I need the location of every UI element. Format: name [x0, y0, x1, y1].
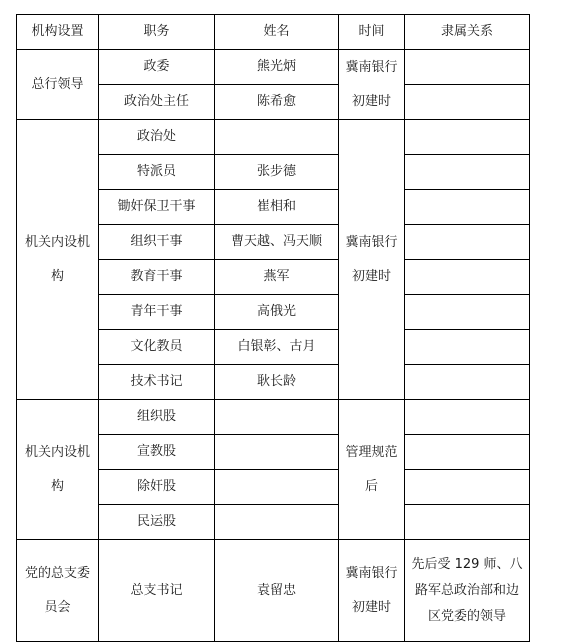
header-row — [17, 15, 530, 50]
time-cell — [339, 400, 405, 540]
relation-cell — [405, 295, 530, 330]
org-cell-line: 构 — [50, 268, 64, 284]
position-cell: 政委 — [99, 50, 215, 85]
name-cell: 袁留忠 — [215, 540, 339, 642]
position-cell: 宣教股 — [99, 435, 215, 470]
header-cell-relation: 隶属关系 — [405, 15, 530, 50]
name-cell — [215, 435, 339, 470]
position-cell: 技术书记 — [99, 365, 215, 400]
document-page — [16, 14, 530, 642]
position-cell: 政治处 — [99, 120, 215, 155]
time-cell-line: 初建时 — [351, 268, 391, 284]
relation-cell — [405, 120, 530, 155]
org-cell — [17, 50, 99, 120]
org-cell-line: 机关内设机 — [24, 444, 90, 460]
position-cell: 锄奸保卫干事 — [99, 190, 215, 225]
name-cell: 陈希愈 — [215, 85, 339, 120]
relation-cell — [405, 540, 530, 642]
name-cell: 耿长龄 — [215, 365, 339, 400]
name-cell: 熊光炳 — [215, 50, 339, 85]
organization-table — [16, 14, 530, 642]
relation-cell — [405, 330, 530, 365]
position-cell: 政治处主任 — [99, 85, 215, 120]
org-cell-line: 党的总支委 — [24, 565, 90, 581]
time-cell-line: 管理规范 — [345, 444, 398, 460]
relation-cell — [405, 365, 530, 400]
table-row — [17, 400, 530, 435]
time-cell — [339, 50, 405, 120]
name-cell: 燕军 — [215, 260, 339, 295]
relation-cell — [405, 85, 530, 120]
position-cell: 青年干事 — [99, 295, 215, 330]
org-cell-line: 总行领导 — [31, 76, 84, 92]
name-cell: 白银彰、古月 — [215, 330, 339, 365]
position-cell: 组织干事 — [99, 225, 215, 260]
name-cell: 张步德 — [215, 155, 339, 190]
table-body — [17, 50, 530, 642]
relation-cell — [405, 435, 530, 470]
relation-cell — [405, 505, 530, 540]
position-cell: 文化教员 — [99, 330, 215, 365]
org-cell — [17, 120, 99, 400]
header-cell-org: 机构设置 — [17, 15, 99, 50]
time-cell-line: 冀南银行 — [345, 234, 398, 250]
relation-cell — [405, 225, 530, 260]
time-cell-line: 初建时 — [351, 599, 391, 615]
table-row — [17, 120, 530, 155]
relation-cell — [405, 190, 530, 225]
name-cell: 高俄光 — [215, 295, 339, 330]
name-cell — [215, 400, 339, 435]
time-cell — [339, 120, 405, 400]
table-row — [17, 50, 530, 85]
relation-cell — [405, 50, 530, 85]
time-cell-line: 冀南银行 — [345, 565, 398, 581]
header-cell-position: 职务 — [99, 15, 215, 50]
relation-cell — [405, 400, 530, 435]
name-cell: 崔相和 — [215, 190, 339, 225]
org-cell-line: 机关内设机 — [24, 234, 90, 250]
table-row — [17, 540, 530, 642]
name-cell: 曹天越、冯天顺 — [215, 225, 339, 260]
org-cell — [17, 400, 99, 540]
relation-cell-line: 先后受 129 师、八 — [411, 556, 523, 572]
relation-cell — [405, 155, 530, 190]
org-cell-line: 构 — [50, 478, 64, 494]
relation-cell — [405, 470, 530, 505]
name-cell — [215, 470, 339, 505]
position-cell: 教育干事 — [99, 260, 215, 295]
time-cell-line: 初建时 — [351, 93, 391, 109]
header-cell-name: 姓名 — [215, 15, 339, 50]
position-cell: 组织股 — [99, 400, 215, 435]
header-cell-time: 时间 — [339, 15, 405, 50]
position-cell: 除奸股 — [99, 470, 215, 505]
relation-cell-line: 路军总政治部和边 — [414, 582, 519, 598]
position-cell: 特派员 — [99, 155, 215, 190]
time-cell-line: 冀南银行 — [345, 59, 398, 75]
relation-cell — [405, 260, 530, 295]
time-cell — [339, 540, 405, 642]
name-cell — [215, 120, 339, 155]
org-cell-line: 员会 — [44, 599, 71, 615]
org-cell — [17, 540, 99, 642]
position-cell: 总支书记 — [99, 540, 215, 642]
time-cell-line: 后 — [364, 478, 378, 494]
name-cell — [215, 505, 339, 540]
relation-cell-line: 区党委的领导 — [427, 608, 506, 624]
position-cell: 民运股 — [99, 505, 215, 540]
